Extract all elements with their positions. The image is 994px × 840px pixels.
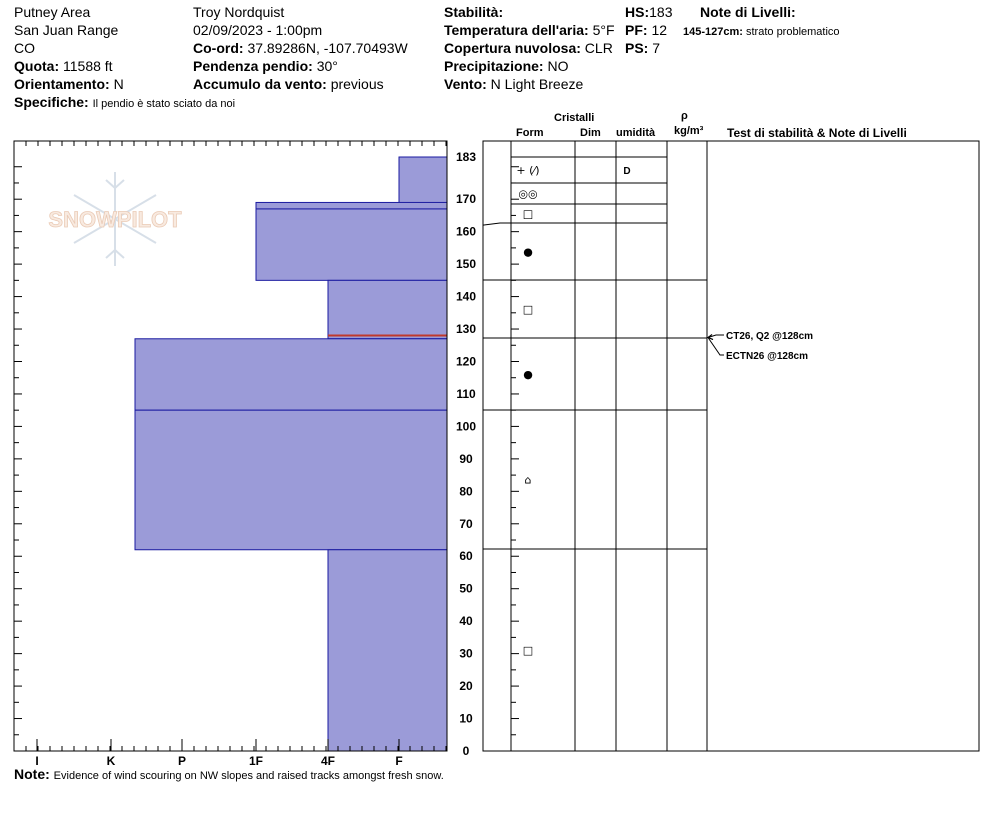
crystal-form-1: ◎◎ bbox=[518, 187, 538, 201]
note-livelli: 145-127cm: strato problematico bbox=[683, 26, 840, 38]
depth-label-10: 10 bbox=[459, 711, 473, 726]
hardness-layer-1 bbox=[256, 202, 447, 208]
accumulo: Accumulo da vento: previous bbox=[193, 76, 384, 92]
depth-label-140: 140 bbox=[455, 289, 477, 304]
crystal-form-6: ⌂ bbox=[524, 473, 532, 487]
depth-label-150: 150 bbox=[455, 257, 477, 272]
crystal-form-4: □ bbox=[522, 303, 534, 316]
depth-label-100: 100 bbox=[455, 419, 477, 434]
vento: Vento: N Light Breeze bbox=[444, 76, 584, 92]
range: San Juan Range bbox=[14, 22, 119, 38]
col-stability: Test di stabilità & Note di Livelli bbox=[727, 126, 907, 140]
ps: PS: 7 bbox=[625, 40, 661, 56]
col-cristalli: Cristalli bbox=[554, 112, 595, 124]
depth-label-130: 130 bbox=[455, 322, 477, 337]
snowpilot-logo bbox=[48, 172, 182, 266]
depth-label-170: 170 bbox=[455, 192, 477, 207]
orientamento: Orientamento: N bbox=[14, 76, 124, 92]
hardness-layer-4 bbox=[135, 339, 447, 410]
stabilita-label: Stabilità: bbox=[444, 4, 504, 20]
note: Note: Evidence of wind scouring on NW slopes and raised tracks amongst fresh snow. bbox=[14, 766, 444, 782]
hardness-label-I: I bbox=[35, 754, 39, 768]
crystal-connector-3 bbox=[483, 223, 511, 225]
depth-label-183: 183 bbox=[455, 150, 477, 164]
col-form: Form bbox=[516, 127, 544, 139]
crystal-form-2: □ bbox=[522, 207, 534, 221]
note-livelli-label: Note di Livelli: bbox=[700, 4, 796, 20]
crystal-form-0: + (⁄) bbox=[516, 164, 540, 177]
datetime: 02/09/2023 - 1:00pm bbox=[193, 22, 323, 38]
location: Putney Area bbox=[14, 4, 91, 20]
depth-label-20: 20 bbox=[459, 679, 473, 694]
precipitazione: Precipitazione: NO bbox=[444, 58, 569, 74]
depth-label-40: 40 bbox=[459, 614, 473, 629]
hardness-label-1F: 1F bbox=[248, 754, 264, 768]
depth-label-0: 0 bbox=[462, 744, 470, 758]
depth-label-70: 70 bbox=[459, 516, 473, 531]
crystal-moisture-0: D bbox=[623, 166, 631, 177]
col-dim: Dim bbox=[580, 127, 601, 139]
crystal-form-7: □ bbox=[522, 644, 534, 657]
col-umidita: umidità bbox=[616, 127, 656, 139]
hardness-layer-2 bbox=[256, 209, 447, 280]
hs: HS:183 bbox=[625, 4, 673, 20]
depth-label-80: 80 bbox=[459, 484, 473, 499]
depth-label-90: 90 bbox=[459, 451, 473, 466]
crystal-table-frame bbox=[483, 141, 979, 751]
specifiche: Specifiche: Il pendio è stato sciato da noi bbox=[14, 94, 236, 110]
hardness-layer-0 bbox=[399, 157, 447, 206]
pf: PF: 12 bbox=[625, 22, 668, 38]
copertura: Copertura nuvolosa: CLR bbox=[444, 40, 613, 56]
hardness-layer-6 bbox=[328, 550, 447, 751]
hardness-label-P: P bbox=[177, 754, 187, 768]
depth-label-30: 30 bbox=[459, 646, 473, 661]
stability-test-1: ECTN26 @128cm bbox=[726, 351, 809, 362]
hardness-layer-3 bbox=[328, 280, 447, 338]
coordinates: Co-ord: 37.89286N, -107.70493W bbox=[193, 40, 408, 56]
stability-test-0: CT26, Q2 @128cm bbox=[726, 331, 814, 342]
crystal-form-3: ● bbox=[523, 245, 533, 259]
stability-arrow-1 bbox=[708, 338, 724, 355]
depth-label-110: 110 bbox=[456, 386, 476, 401]
hardness-label-F: F bbox=[395, 754, 403, 768]
quota: Quota: 11588 ft bbox=[14, 58, 113, 74]
depth-label-120: 120 bbox=[455, 354, 477, 369]
depth-label-160: 160 bbox=[455, 224, 477, 239]
observer: Troy Nordquist bbox=[193, 4, 285, 20]
hardness-label-4F: 4F bbox=[320, 754, 336, 768]
hardness-label-K: K bbox=[106, 754, 116, 768]
state: CO bbox=[14, 40, 35, 56]
depth-label-60: 60 bbox=[459, 549, 473, 564]
crystal-form-5: ● bbox=[523, 368, 533, 381]
col-rho: ρ bbox=[681, 110, 688, 122]
pendenza: Pendenza pendio: 30° bbox=[193, 58, 338, 74]
hardness-layer-5 bbox=[135, 410, 447, 550]
logo-text: SNOWPILOT bbox=[48, 207, 182, 232]
temperatura: Temperatura dell'aria: 5°F bbox=[444, 22, 615, 38]
depth-label-50: 50 bbox=[459, 581, 473, 596]
col-density-unit: kg/m³ bbox=[674, 125, 704, 137]
